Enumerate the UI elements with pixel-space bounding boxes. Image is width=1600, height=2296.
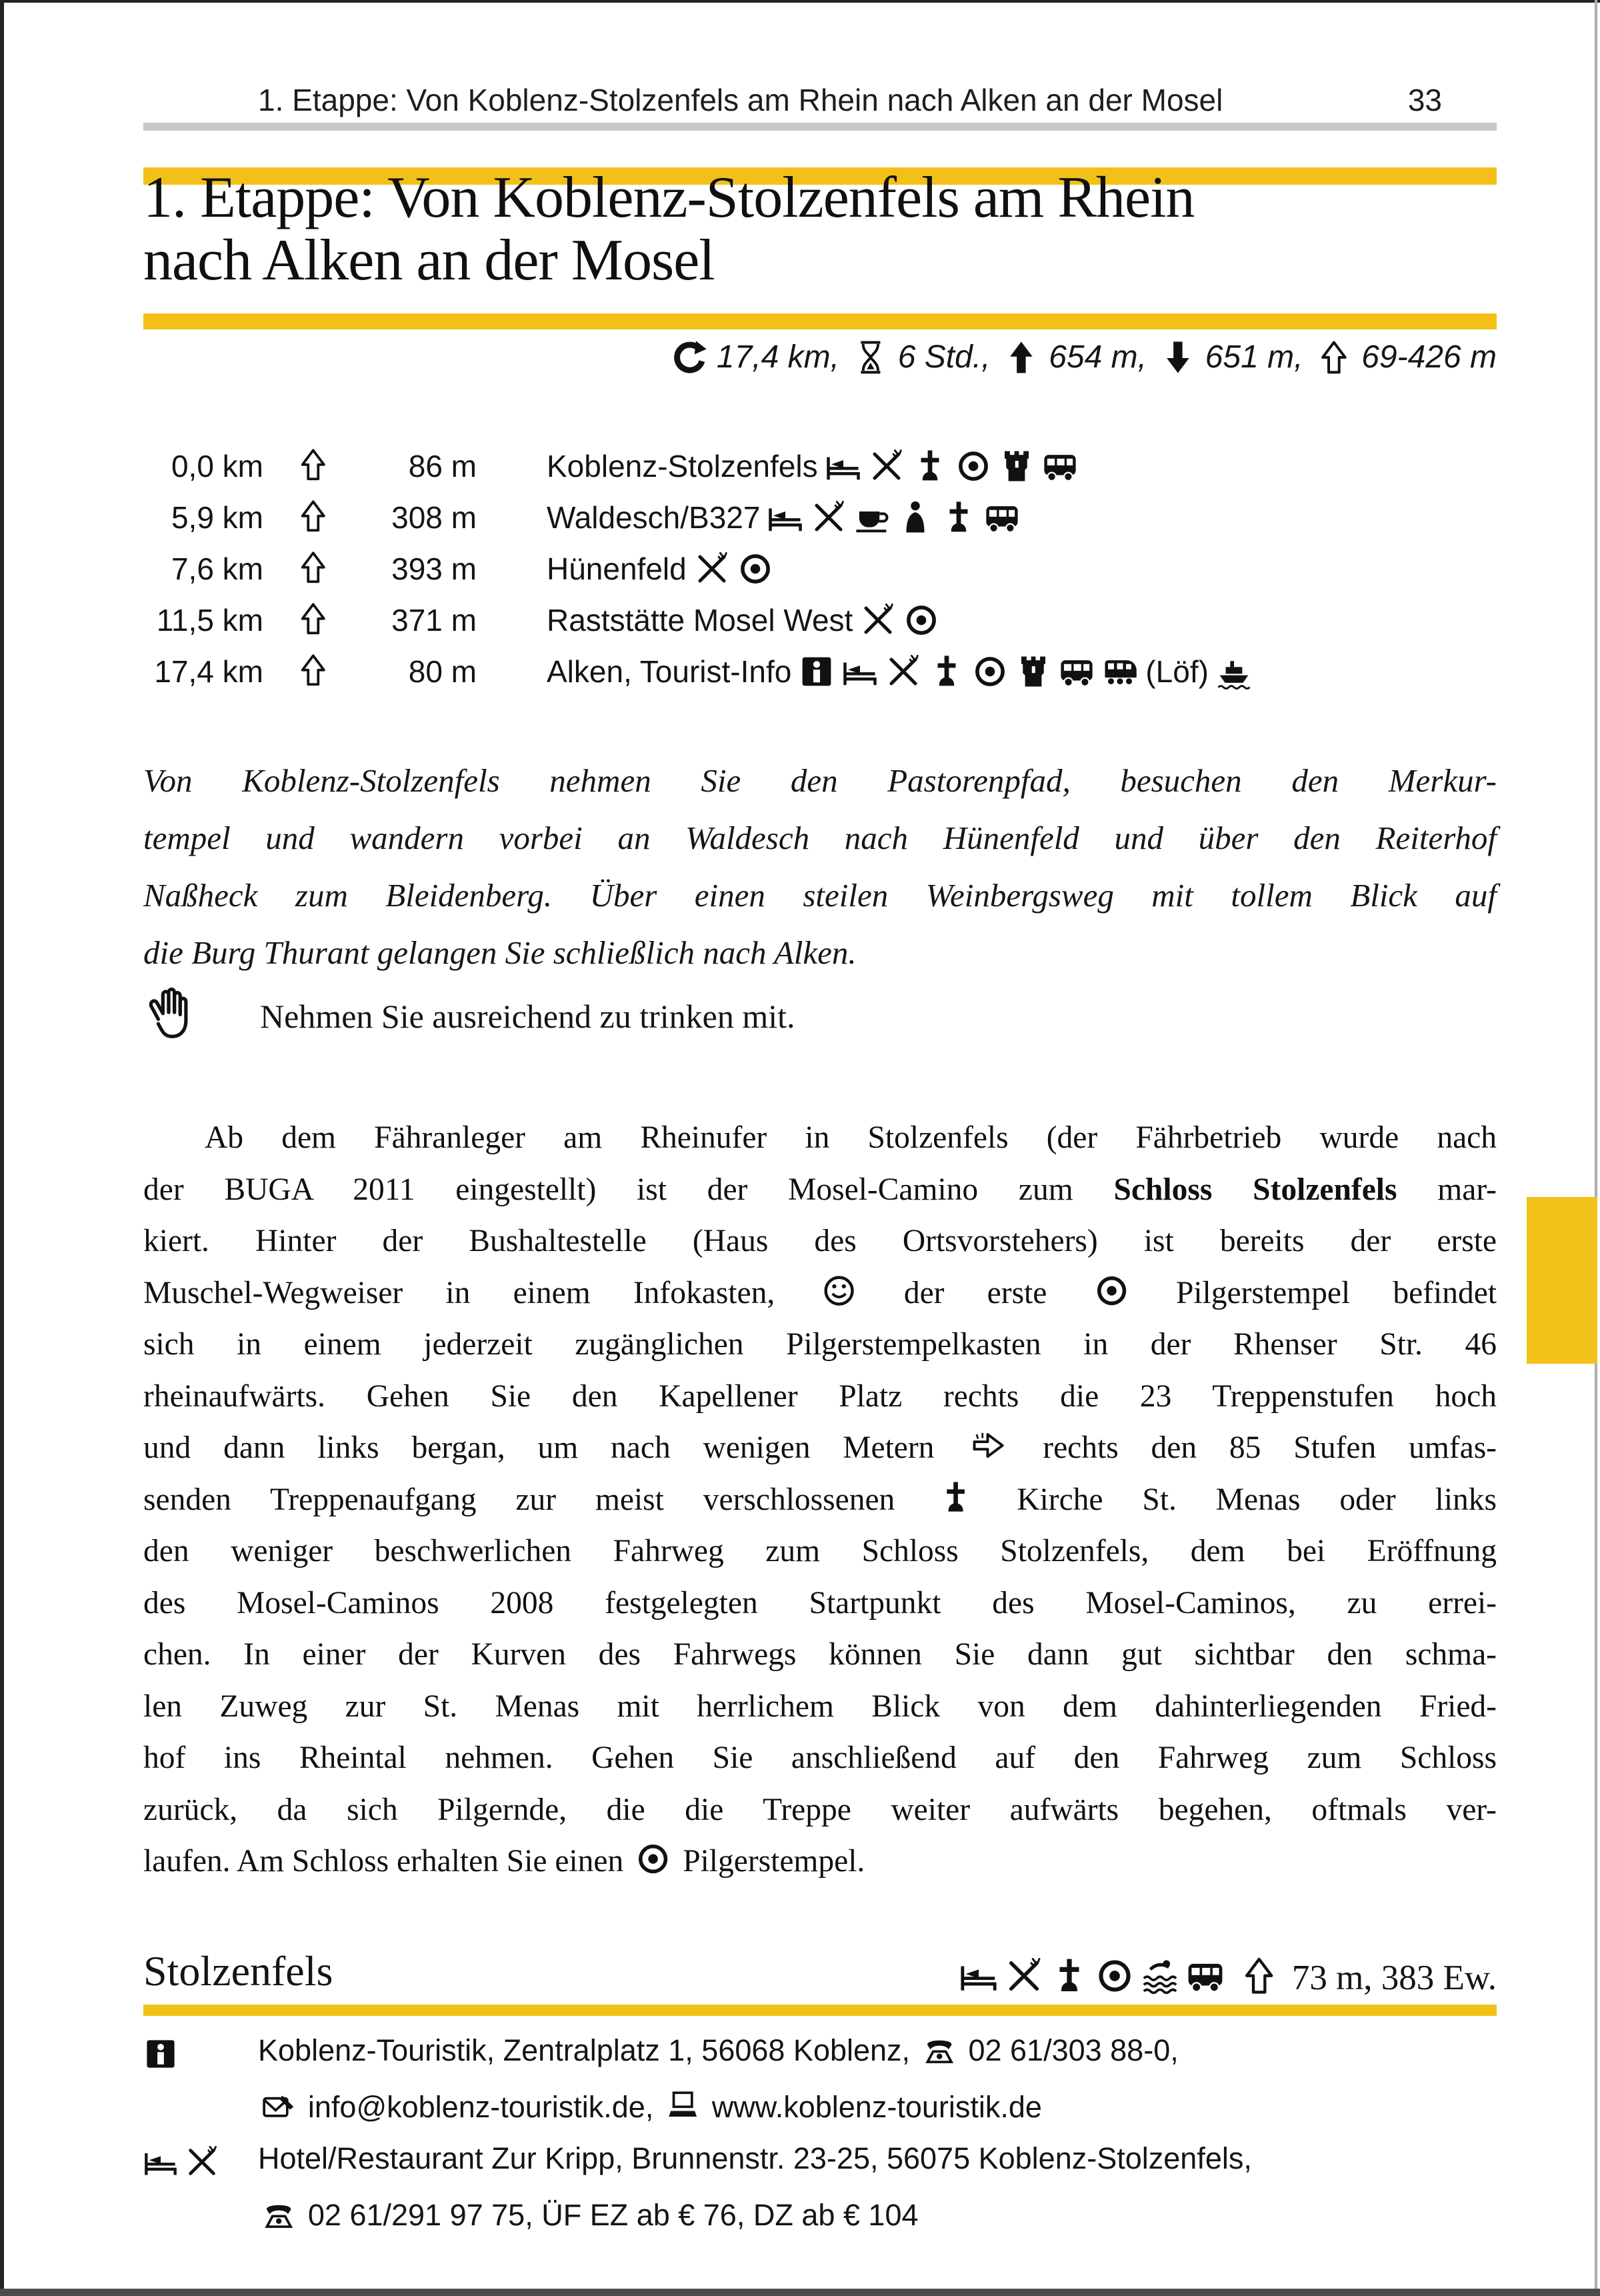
waypoint-elevation-arrow — [263, 602, 363, 638]
waypoint-name-and-icons — [547, 602, 939, 638]
header-rule — [143, 123, 1497, 131]
castle-tower-icon — [999, 448, 1035, 484]
chapter-thumb-tab — [1527, 1197, 1597, 1364]
stage-title — [143, 167, 1497, 292]
place-header — [143, 1945, 1497, 1998]
waypoint-name: Raststätte Mosel West — [547, 602, 853, 638]
intro-paragraph — [143, 752, 1497, 982]
stat-item — [1316, 339, 1497, 375]
body-line: senden Treppenaufgang zur meist verschlossenen Kirche St. Menas oder links — [143, 1474, 1497, 1526]
waypoint-row — [143, 543, 1497, 594]
elevation-arrow-icon — [296, 602, 331, 636]
bus-icon — [1059, 654, 1095, 690]
bus-icon — [1042, 448, 1078, 484]
elevation-arrow-icon — [296, 653, 331, 688]
waypoint-row — [143, 440, 1497, 491]
body-line: Muschel-Wegweiser in einem Infokasten, der erste Pilgerstempel befindet — [143, 1268, 1497, 1320]
waypoint-km: 11,5 km — [156, 602, 263, 638]
waypoint-name-and-icons — [547, 499, 1020, 535]
waypoint-km: 0,0 km — [171, 448, 263, 483]
bed-icon — [842, 654, 878, 690]
laptop-computer-icon — [666, 2089, 699, 2123]
body-line: laufen. Am Schloss erhalten Sie einen Pilgerstempel. — [143, 1836, 1497, 1888]
waypoint-elevation: 308 m — [391, 499, 477, 535]
elevation-arrow-icon — [296, 447, 331, 482]
waypoint-table — [143, 440, 1497, 697]
note-text: Nehmen Sie ausreichend zu trinken mit. — [260, 998, 795, 1036]
elevation-arrow-icon — [1239, 1956, 1279, 1995]
advice-note — [143, 987, 1497, 1046]
restaurant-icon — [811, 499, 847, 535]
body-line: Ab dem Fähranleger am Rheinufer in Stolzenfels (der Fährbetrieb wurde nach — [205, 1120, 1497, 1155]
stage-stats — [143, 339, 1497, 375]
page-border-bottom — [0, 2289, 1600, 2296]
stage-title-line1: 1. Etappe: Von Koblenz-Stolzenfels am Rhein — [143, 165, 1195, 230]
entry-category-icons — [143, 2025, 258, 2081]
phone-icon — [923, 2033, 956, 2066]
info-icon — [799, 654, 835, 690]
waypoint-name: Hünenfeld — [547, 551, 687, 586]
pilgrim-stamp-icon — [1094, 1273, 1129, 1308]
bus-icon — [984, 499, 1020, 535]
waypoint-elevation: 393 m — [391, 551, 477, 586]
waypoint-row — [143, 491, 1497, 543]
place-name: Stolzenfels — [143, 1947, 333, 1995]
waypoint-km: 7,6 km — [171, 551, 263, 586]
main-paragraph — [143, 1112, 1497, 1888]
place-summary — [953, 1956, 1497, 1998]
info-icon — [143, 2037, 178, 2071]
church-cross-icon — [912, 448, 948, 484]
church-cross-icon — [941, 499, 977, 535]
restaurant-icon — [185, 2145, 219, 2179]
smiley-icon — [821, 1273, 857, 1308]
restaurant-icon — [1005, 1957, 1043, 1995]
place-entries — [143, 2025, 1497, 2241]
body-line: zurück, da sich Pilgernde, die die Treppe weiter aufwärts begehen, oftmals ver- — [143, 1792, 1497, 1827]
stat-item — [853, 339, 991, 375]
bed-icon — [767, 499, 803, 535]
body-line: und dann links bergan, um nach wenigen Metern rechts den 85 Stufen umfas- — [143, 1422, 1497, 1474]
entry-text: Hotel/Restaurant Zur Kripp, Brunnenstr. 23-25, 56075 Koblenz-Stolzenfels, — [258, 2141, 1252, 2175]
body-line: der BUGA 2011 eingestellt) ist der Mosel-Camino zum Schloss Stolzenfels mar- — [143, 1172, 1497, 1207]
body-line: len Zuweg zur St. Menas mit herrlichem Blick von dem dahinterliegenden Fried- — [143, 1688, 1497, 1724]
train-icon — [1102, 654, 1138, 690]
stat-item — [671, 339, 839, 375]
ascent-arrow-icon — [1003, 339, 1039, 375]
waypoint-km: 5,9 km — [171, 499, 263, 535]
pilgrim-stamp-icon — [903, 602, 939, 638]
waypoint-elevation: 371 m — [391, 602, 477, 638]
stat-value: 69-426 m — [1361, 339, 1497, 375]
running-header — [143, 82, 1497, 118]
entry-category-icons — [143, 2133, 258, 2189]
waypoint-elevation-arrow — [263, 550, 363, 586]
page-border-right — [1595, 0, 1597, 2296]
stat-item — [1003, 339, 1147, 375]
body-line: hof ins Rheintal nehmen. Gehen Sie anschließend auf den Fahrweg zum Schloss — [143, 1741, 1497, 1775]
restaurant-icon — [869, 448, 905, 484]
place-details: 73 m, 383 Ew. — [1235, 1956, 1497, 1998]
page-number: 33 — [1407, 83, 1442, 117]
waypoint-name: Alken, Tourist-Info — [547, 654, 792, 689]
body-line: des Mosel-Caminos 2008 festgelegten Startpunkt des Mosel-Caminos, zu errei- — [143, 1585, 1497, 1620]
title-bottom-bar — [143, 313, 1497, 329]
body-line: den weniger beschwerlichen Fahrweg zum Schloss Stolzenfels, dem bei Eröffnung — [143, 1534, 1497, 1568]
bus-icon — [1186, 1957, 1225, 1995]
waypoint-name: Waldesch/B327 — [547, 499, 761, 535]
phone-icon — [262, 2197, 295, 2231]
waypoint-elevation-arrow — [263, 499, 363, 535]
place-entry-line — [143, 2133, 1497, 2189]
pilgrim-stamp-icon — [1095, 1957, 1134, 1995]
restaurant-icon — [860, 602, 896, 638]
pilgrim-stamp-icon — [635, 1841, 671, 1877]
swimmer-icon — [1141, 1957, 1179, 1995]
running-header-title: 1. Etappe: Von Koblenz-Stolzenfels am Rhein nach Alken an der Mosel — [258, 83, 1223, 117]
page-border-top — [0, 0, 1600, 3]
elevation-arrow-icon — [296, 499, 331, 533]
entry-text: info@koblenz-touristik.de, www.koblenz-touristik.de — [258, 2081, 1497, 2133]
waypoint-elevation-arrow — [263, 653, 363, 689]
waypoint-elevation: 80 m — [408, 654, 477, 689]
route-arrow-icon — [671, 339, 707, 375]
body-line: sich in einem jederzeit zugänglichen Pilgerstempelkasten in der Rhenser Str. 46 — [143, 1327, 1497, 1362]
cafe-cup-icon — [854, 499, 890, 535]
stat-item — [1160, 339, 1303, 375]
castle-tower-icon — [1015, 654, 1051, 690]
stage-title-line2: nach Alken an der Mosel — [143, 228, 715, 293]
waypoint-name-and-icons — [547, 654, 1252, 690]
waypoint-row — [143, 646, 1497, 697]
place-rule — [143, 2005, 1497, 2016]
waypoint-suffix: (Löf) — [1145, 654, 1209, 689]
pilgrim-stamp-icon — [972, 654, 1008, 690]
place-icons — [953, 1957, 1225, 1997]
descent-arrow-icon — [1160, 339, 1196, 375]
intro-line: Naßheck zum Bleidenberg. Über einen steilen Weinbergsweg mit tollem Blick auf — [143, 877, 1497, 914]
pilgrim-stamp-icon — [955, 448, 991, 484]
waypoint-elevation: 86 m — [408, 448, 477, 483]
bed-icon — [143, 2145, 178, 2179]
pilgrim-figure-icon — [897, 499, 933, 535]
hand-icon — [143, 987, 199, 1042]
signpost-arrow-icon — [971, 1428, 1006, 1463]
place-entry-line — [143, 2081, 1497, 2133]
church-cross-icon — [1050, 1957, 1089, 1995]
bed-icon — [959, 1957, 998, 1995]
entry-text: 02 61/291 97 75, ÜF EZ ab € 76, DZ ab € 104 — [258, 2189, 1497, 2241]
waypoint-km: 17,4 km — [154, 654, 263, 689]
elevation-arrow-icon — [296, 550, 331, 585]
bed-icon — [825, 448, 861, 484]
restaurant-icon — [694, 551, 730, 587]
stat-value: 17,4 km, — [716, 339, 839, 375]
church-cross-icon — [929, 654, 965, 690]
intro-line: tempel und wandern vorbei an Waldesch nach Hünenfeld und über den Reiterhof — [143, 820, 1497, 856]
waypoint-row — [143, 594, 1497, 646]
envelope-icon — [262, 2089, 295, 2123]
restaurant-icon — [885, 654, 921, 690]
place-entry-line — [143, 2189, 1497, 2241]
intro-line: Von Koblenz-Stolzenfels nehmen Sie den Pastorenpfad, besuchen den Merkur- — [143, 762, 1497, 799]
page-border-left — [0, 0, 4, 2296]
body-line: rheinaufwärts. Gehen Sie den Kapellener Platz rechts die 23 Treppenstufen hoch — [143, 1378, 1497, 1414]
place-entry-line — [143, 2025, 1497, 2081]
stat-value: 654 m, — [1049, 339, 1147, 375]
waypoint-name-and-icons — [547, 448, 1078, 484]
bold-text: Schloss Stolzenfels — [1113, 1172, 1397, 1207]
waypoint-name-and-icons — [547, 551, 773, 587]
stat-value: 6 Std., — [897, 339, 991, 375]
elevation-arrow-icon — [1316, 339, 1352, 375]
stat-value: 651 m, — [1205, 339, 1303, 375]
body-line: chen. In einer der Kurven des Fahrwegs können Sie dann gut sichtbar den schma- — [143, 1637, 1497, 1672]
pilgrim-stamp-icon — [737, 551, 773, 587]
entry-text: Koblenz-Touristik, Zentralplatz 1, 56068 Koblenz, 02 61/303 88-0, — [258, 2033, 1179, 2067]
church-cross-icon — [938, 1480, 973, 1515]
waypoint-name: Koblenz-Stolzenfels — [547, 448, 818, 483]
body-line: kiert. Hinter der Bushaltestelle (Haus des Ortsvorstehers) ist bereits der erste — [143, 1224, 1497, 1258]
intro-line: die Burg Thurant gelangen Sie schließlich nach Alken. — [143, 934, 857, 971]
hourglass-icon — [853, 339, 889, 375]
waypoint-elevation-arrow — [263, 447, 363, 483]
ferry-icon — [1216, 654, 1252, 690]
